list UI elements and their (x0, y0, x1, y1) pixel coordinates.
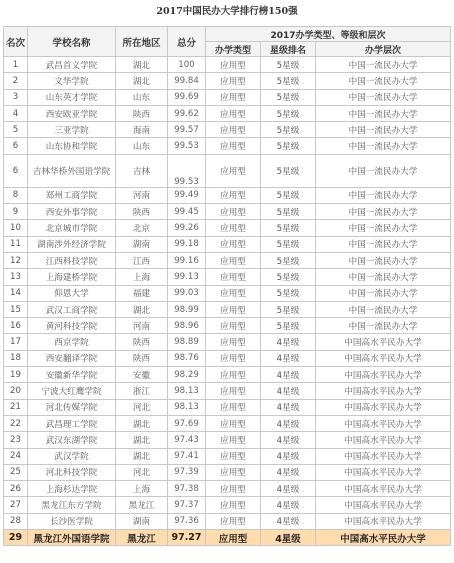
cell-level: 中国高水平民办大学 (316, 530, 451, 546)
cell-rank: 22 (4, 415, 28, 431)
cell-region: 上海 (116, 481, 168, 497)
cell-type: 应用型 (206, 415, 261, 431)
cell-star: 4星级 (261, 497, 316, 513)
cell-level: 中国高水平民办大学 (316, 513, 451, 529)
cell-score: 99.62 (168, 105, 206, 121)
cell-score: 99.16 (168, 252, 206, 268)
cell-type: 应用型 (206, 448, 261, 464)
cell-region: 湖北 (116, 73, 168, 89)
cell-score: 97.69 (168, 415, 206, 431)
header-level: 办学层次 (316, 42, 451, 57)
cell-level: 中国高水平民办大学 (316, 367, 451, 383)
cell-type: 应用型 (206, 204, 261, 220)
table-row (4, 318, 451, 334)
cell-star: 5星级 (261, 154, 316, 187)
cell-school: 河北科技学院 (28, 464, 116, 480)
cell-score: 97.36 (168, 513, 206, 529)
cell-score: 98.29 (168, 367, 206, 383)
table-row (4, 334, 451, 350)
cell-level: 中国一流民办大学 (316, 285, 451, 301)
cell-level: 中国高水平民办大学 (316, 497, 451, 513)
cell-region: 吉林 (116, 154, 168, 187)
cell-region: 湖北 (116, 415, 168, 431)
cell-school: 长沙医学院 (28, 513, 116, 529)
cell-school: 武昌首义学院 (28, 57, 116, 73)
cell-school: 武昌理工学院 (28, 415, 116, 431)
cell-level: 中国一流民办大学 (316, 301, 451, 317)
header-group: 2017办学类型、等级和层次 (206, 27, 451, 42)
table-row (4, 204, 451, 220)
table-body (4, 57, 451, 546)
cell-region: 湖北 (116, 57, 168, 73)
cell-rank: 18 (4, 350, 28, 366)
cell-region: 湖北 (116, 448, 168, 464)
cell-type: 应用型 (206, 318, 261, 334)
cell-school: 西安欧亚学院 (28, 105, 116, 121)
cell-star: 4星级 (261, 513, 316, 529)
table-row (4, 383, 451, 399)
cell-rank: 5 (4, 122, 28, 138)
cell-school: 河北传媒学院 (28, 399, 116, 415)
cell-score: 99.13 (168, 269, 206, 285)
cell-school: 山东协和学院 (28, 138, 116, 154)
cell-school: 黑龙江东方学院 (28, 497, 116, 513)
cell-region: 陕西 (116, 204, 168, 220)
cell-star: 5星级 (261, 252, 316, 268)
table-row (4, 89, 451, 105)
cell-level: 中国一流民办大学 (316, 89, 451, 105)
cell-type: 应用型 (206, 432, 261, 448)
cell-star: 5星级 (261, 236, 316, 252)
cell-region: 安徽 (116, 367, 168, 383)
cell-school: 山东英才学院 (28, 89, 116, 105)
cell-region: 湖北 (116, 432, 168, 448)
header-school: 学校名称 (28, 27, 116, 57)
cell-star: 4星级 (261, 399, 316, 415)
cell-school: 吉林华桥外国语学院 (28, 154, 116, 187)
cell-rank: 23 (4, 432, 28, 448)
cell-rank: 6 (4, 154, 28, 187)
cell-type: 应用型 (206, 367, 261, 383)
cell-level: 中国高水平民办大学 (316, 334, 451, 350)
cell-score: 98.89 (168, 334, 206, 350)
cell-level: 中国高水平民办大学 (316, 350, 451, 366)
cell-region: 江西 (116, 252, 168, 268)
table-row (4, 350, 451, 366)
cell-region: 陕西 (116, 350, 168, 366)
cell-region: 山东 (116, 138, 168, 154)
cell-region: 湖南 (116, 236, 168, 252)
cell-star: 4星级 (261, 530, 316, 546)
cell-level: 中国一流民办大学 (316, 187, 451, 203)
table-header (4, 27, 451, 57)
cell-level: 中国高水平民办大学 (316, 481, 451, 497)
cell-level: 中国高水平民办大学 (316, 415, 451, 431)
table-row (4, 252, 451, 268)
table-row (4, 530, 451, 546)
table-row (4, 285, 451, 301)
cell-school: 宁波大红鹰学院 (28, 383, 116, 399)
cell-star: 5星级 (261, 301, 316, 317)
cell-school: 郑州工商学院 (28, 187, 116, 203)
table-row (4, 464, 451, 480)
cell-region: 河南 (116, 187, 168, 203)
header-score: 总分 (168, 27, 206, 57)
cell-score: 97.37 (168, 497, 206, 513)
cell-level: 中国一流民办大学 (316, 204, 451, 220)
cell-type: 应用型 (206, 301, 261, 317)
cell-star: 5星级 (261, 89, 316, 105)
table-row (4, 497, 451, 513)
cell-type: 应用型 (206, 285, 261, 301)
cell-type: 应用型 (206, 383, 261, 399)
cell-rank: 13 (4, 269, 28, 285)
cell-star: 5星级 (261, 57, 316, 73)
cell-score: 99.69 (168, 89, 206, 105)
cell-region: 北京 (116, 220, 168, 236)
cell-star: 5星级 (261, 73, 316, 89)
cell-star: 4星级 (261, 350, 316, 366)
cell-level: 中国一流民办大学 (316, 220, 451, 236)
cell-score: 97.27 (168, 530, 206, 546)
cell-level: 中国一流民办大学 (316, 269, 451, 285)
cell-star: 5星级 (261, 187, 316, 203)
cell-type: 应用型 (206, 481, 261, 497)
cell-type: 应用型 (206, 138, 261, 154)
cell-score: 98.96 (168, 318, 206, 334)
cell-region: 陕西 (116, 334, 168, 350)
cell-score: 98.13 (168, 399, 206, 415)
cell-score: 99.84 (168, 73, 206, 89)
cell-school: 上海建桥学院 (28, 269, 116, 285)
ranking-table (3, 26, 451, 546)
table-row (4, 432, 451, 448)
cell-region: 黑龙江 (116, 530, 168, 546)
cell-school: 江西科技学院 (28, 252, 116, 268)
cell-rank: 11 (4, 236, 28, 252)
cell-score: 99.53 (168, 154, 206, 187)
cell-star: 5星级 (261, 138, 316, 154)
cell-school: 西安翻译学院 (28, 350, 116, 366)
table-row (4, 122, 451, 138)
cell-level: 中国高水平民办大学 (316, 383, 451, 399)
cell-star: 4星级 (261, 464, 316, 480)
table-row (4, 57, 451, 73)
cell-level: 中国一流民办大学 (316, 105, 451, 121)
table-row (4, 415, 451, 431)
cell-level: 中国一流民办大学 (316, 122, 451, 138)
cell-star: 4星级 (261, 432, 316, 448)
header-star: 星级排名 (261, 42, 316, 57)
cell-school: 武汉工商学院 (28, 301, 116, 317)
cell-school: 三亚学院 (28, 122, 116, 138)
cell-school: 北京城市学院 (28, 220, 116, 236)
cell-rank: 28 (4, 513, 28, 529)
cell-rank: 12 (4, 252, 28, 268)
cell-school: 湖南涉外经济学院 (28, 236, 116, 252)
cell-rank: 16 (4, 318, 28, 334)
cell-level: 中国高水平民办大学 (316, 464, 451, 480)
cell-rank: 6 (4, 138, 28, 154)
cell-rank: 1 (4, 57, 28, 73)
cell-score: 98.99 (168, 301, 206, 317)
cell-score: 99.45 (168, 204, 206, 220)
table-row (4, 187, 451, 203)
cell-level: 中国高水平民办大学 (316, 399, 451, 415)
cell-rank: 2 (4, 73, 28, 89)
cell-school: 武汉东湖学院 (28, 432, 116, 448)
cell-level: 中国一流民办大学 (316, 252, 451, 268)
page-title: 2017中国民办大学排行榜150强 (156, 6, 298, 17)
cell-type: 应用型 (206, 236, 261, 252)
cell-level: 中国高水平民办大学 (316, 448, 451, 464)
cell-star: 5星级 (261, 105, 316, 121)
cell-score: 97.43 (168, 432, 206, 448)
cell-star: 5星级 (261, 204, 316, 220)
cell-type: 应用型 (206, 252, 261, 268)
cell-region: 湖南 (116, 513, 168, 529)
cell-region: 黑龙江 (116, 497, 168, 513)
cell-rank: 3 (4, 89, 28, 105)
cell-rank: 25 (4, 464, 28, 480)
cell-type: 应用型 (206, 334, 261, 350)
cell-type: 应用型 (206, 122, 261, 138)
cell-type: 应用型 (206, 464, 261, 480)
table-row (4, 301, 451, 317)
cell-score: 97.39 (168, 464, 206, 480)
cell-type: 应用型 (206, 497, 261, 513)
table-row (4, 105, 451, 121)
cell-score: 99.49 (168, 187, 206, 203)
cell-rank: 14 (4, 285, 28, 301)
cell-score: 100 (168, 57, 206, 73)
cell-rank: 24 (4, 448, 28, 464)
cell-school: 黑龙江外国语学院 (28, 530, 116, 546)
cell-type: 应用型 (206, 57, 261, 73)
cell-rank: 27 (4, 497, 28, 513)
cell-region: 陕西 (116, 105, 168, 121)
cell-level: 中国高水平民办大学 (316, 432, 451, 448)
cell-score: 97.38 (168, 481, 206, 497)
cell-region: 浙江 (116, 383, 168, 399)
cell-star: 5星级 (261, 318, 316, 334)
cell-region: 福建 (116, 285, 168, 301)
cell-region: 上海 (116, 269, 168, 285)
cell-type: 应用型 (206, 89, 261, 105)
cell-type: 应用型 (206, 73, 261, 89)
cell-rank: 8 (4, 187, 28, 203)
cell-region: 海南 (116, 122, 168, 138)
cell-score: 99.57 (168, 122, 206, 138)
cell-rank: 21 (4, 399, 28, 415)
cell-level: 中国一流民办大学 (316, 138, 451, 154)
cell-rank: 15 (4, 301, 28, 317)
table-row (4, 367, 451, 383)
cell-level: 中国一流民办大学 (316, 73, 451, 89)
cell-rank: 29 (4, 530, 28, 546)
cell-level: 中国一流民办大学 (316, 154, 451, 187)
cell-star: 5星级 (261, 220, 316, 236)
table-row (4, 73, 451, 89)
header-rank: 名次 (4, 27, 28, 57)
table-row (4, 399, 451, 415)
cell-score: 98.76 (168, 350, 206, 366)
cell-region: 河南 (116, 318, 168, 334)
cell-type: 应用型 (206, 105, 261, 121)
cell-region: 湖北 (116, 301, 168, 317)
cell-rank: 26 (4, 481, 28, 497)
cell-region: 河北 (116, 464, 168, 480)
table-row (4, 269, 451, 285)
cell-school: 西京学院 (28, 334, 116, 350)
cell-type: 应用型 (206, 187, 261, 203)
cell-star: 4星级 (261, 383, 316, 399)
cell-school: 西安外事学院 (28, 204, 116, 220)
cell-star: 4星级 (261, 481, 316, 497)
cell-rank: 9 (4, 204, 28, 220)
table-row (4, 448, 451, 464)
cell-score: 99.26 (168, 220, 206, 236)
cell-score: 97.41 (168, 448, 206, 464)
cell-school: 仰恩大学 (28, 285, 116, 301)
cell-region: 山东 (116, 89, 168, 105)
cell-rank: 17 (4, 334, 28, 350)
cell-score: 99.03 (168, 285, 206, 301)
cell-star: 4星级 (261, 367, 316, 383)
table-row (4, 154, 451, 187)
cell-school: 黄河科技学院 (28, 318, 116, 334)
cell-star: 5星级 (261, 269, 316, 285)
table-row (4, 481, 451, 497)
cell-rank: 10 (4, 220, 28, 236)
cell-star: 5星级 (261, 285, 316, 301)
table-row (4, 236, 451, 252)
cell-star: 4星级 (261, 448, 316, 464)
table-row (4, 220, 451, 236)
table-row (4, 513, 451, 529)
cell-star: 4星级 (261, 334, 316, 350)
cell-type: 应用型 (206, 269, 261, 285)
cell-school: 安徽新华学院 (28, 367, 116, 383)
cell-region: 河北 (116, 399, 168, 415)
cell-level: 中国一流民办大学 (316, 236, 451, 252)
cell-rank: 20 (4, 383, 28, 399)
header-region: 所在地区 (116, 27, 168, 57)
cell-rank: 19 (4, 367, 28, 383)
cell-level: 中国一流民办大学 (316, 318, 451, 334)
cell-type: 应用型 (206, 513, 261, 529)
cell-school: 武汉学院 (28, 448, 116, 464)
table-row (4, 138, 451, 154)
cell-school: 上海杉达学院 (28, 481, 116, 497)
cell-type: 应用型 (206, 154, 261, 187)
cell-level: 中国一流民办大学 (316, 57, 451, 73)
cell-star: 5星级 (261, 122, 316, 138)
cell-score: 99.18 (168, 236, 206, 252)
cell-type: 应用型 (206, 350, 261, 366)
cell-school: 文华学院 (28, 73, 116, 89)
cell-score: 98.13 (168, 383, 206, 399)
cell-type: 应用型 (206, 220, 261, 236)
header-type: 办学类型 (206, 42, 261, 57)
cell-type: 应用型 (206, 399, 261, 415)
cell-rank: 4 (4, 105, 28, 121)
cell-score: 99.53 (168, 138, 206, 154)
cell-type: 应用型 (206, 530, 261, 546)
cell-star: 4星级 (261, 415, 316, 431)
